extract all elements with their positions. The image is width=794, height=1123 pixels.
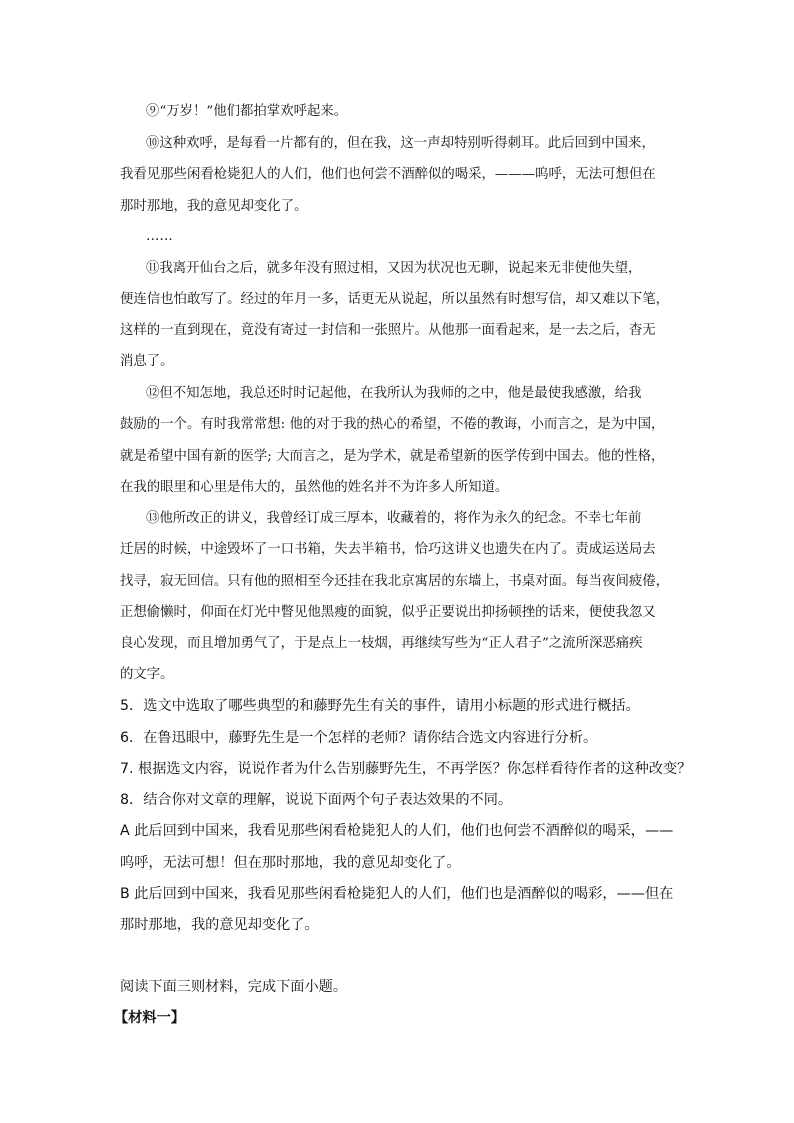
paragraph-11-line-1: ⑪我离开仙台之后，就多年没有照过相，又因为状况也无聊，说起来无非使他失望， [146, 261, 642, 276]
paragraph-12-line-4: 在我的眼里和心里是伟大的，虽然他的姓名并不为许多人所知道。 [120, 480, 509, 495]
question-7: 7. 根据选文内容，说说作者为什么告别藤野先生，不再学医？你怎样看待作者的这种改变？ [120, 761, 692, 777]
option-a-line-1: A 此后回到中国来，我看见那些闲看枪毙犯人的人们，他们也何尝不酒醉似的喝采，—— [120, 823, 674, 839]
paragraph-13-line-2: 迁居的时候，中途毁坏了一口书箱，失去半箱书，恰巧这讲义也遗失在内了。责成运送局去 [120, 542, 656, 557]
paragraph-11-line-2: 便连信也怕敢写了。经过的年月一多，话更无从说起，所以虽然有时想写信，却又难以下笔， [120, 292, 670, 307]
paragraph-13-line-6: 的文字。 [120, 667, 174, 682]
section-instruction: 阅读下面三则材料，完成下面小题。 [120, 979, 348, 995]
paragraph-12-line-1: ⑫但不知怎地，我总还时时记起他，在我所认为我师的之中，他是最使我感激，给我 [146, 386, 642, 401]
ellipsis: …… [146, 229, 173, 244]
question-5: 5．选文中选取了哪些典型的和藤野先生有关的事件，请用小标题的形式进行概括。 [120, 698, 640, 714]
option-b-line-1: B 此后回到中国来，我看见那些闲看枪毙犯人的人们，他们也是酒醉似的喝彩，——但在 [120, 886, 674, 902]
paragraph-10-line-2: 我看见那些闲看枪毙犯人的人们，他们也何尝不酒醉似的喝采，———呜呼，无法可想但在 [120, 167, 656, 182]
option-a-line-2: 呜呼，无法可想！但在那时那地，我的意见却变化了。 [120, 855, 461, 871]
option-b-line-2: 那时那地，我的意见却变化了。 [120, 917, 319, 933]
paragraph-12-line-2: 鼓励的一个。有时我常常想: 他的对于我的热心的希望，不倦的教诲，小而言之，是为中国， [120, 417, 665, 432]
question-8: 8．结合你对文章的理解，说说下面两个句子表达效果的不同。 [120, 792, 513, 808]
paragraph-11-line-3: 这样的一直到现在，竟没有寄过一封信和一张照片。从他那一面看起来，是一去之后，杳无 [120, 323, 656, 338]
paragraph-10-line-3: 那时那地，我的意见却变化了。 [120, 199, 308, 214]
paragraph-13-line-1: ⑬他所改正的讲义，我曾经订成三厚本，收藏着的，将作为永久的纪念。不幸七年前 [146, 511, 642, 526]
question-6: 6．在鲁迅眼中，藤野先生是一个怎样的老师？请你结合选文内容进行分析。 [120, 730, 598, 746]
material-heading: 【材料一】 [114, 1010, 185, 1026]
paragraph-13-line-5: 良心发现，而且增加勇气了，于是点上一枝烟，再继续写些为“正人君子”之流所深恶痛疾 [120, 636, 643, 651]
paragraph-11-line-4: 消息了。 [120, 354, 174, 369]
paragraph-9: ⑨“万岁！”他们都拍掌欢呼起来。 [146, 104, 348, 119]
paragraph-12-line-3: 就是希望中国有新的医学; 大而言之，是为学术，就是希望新的医学传到中国去。他的性格， [120, 449, 665, 464]
paragraph-13-line-4: 正想偷懒时，仰面在灯光中瞥见他黑瘦的面貌，似乎正要说出抑扬顿挫的话来，便使我忽又 [120, 605, 656, 620]
paragraph-10-line-1: ⑩这种欢呼，是每看一片都有的，但在我，这一声却特别听得刺耳。此后回到中国来， [146, 136, 655, 151]
paragraph-13-line-3: 找寻，寂无回信。只有他的照相至今还挂在我北京寓居的东墙上，书桌对面。每当夜间疲倦， [120, 574, 670, 589]
